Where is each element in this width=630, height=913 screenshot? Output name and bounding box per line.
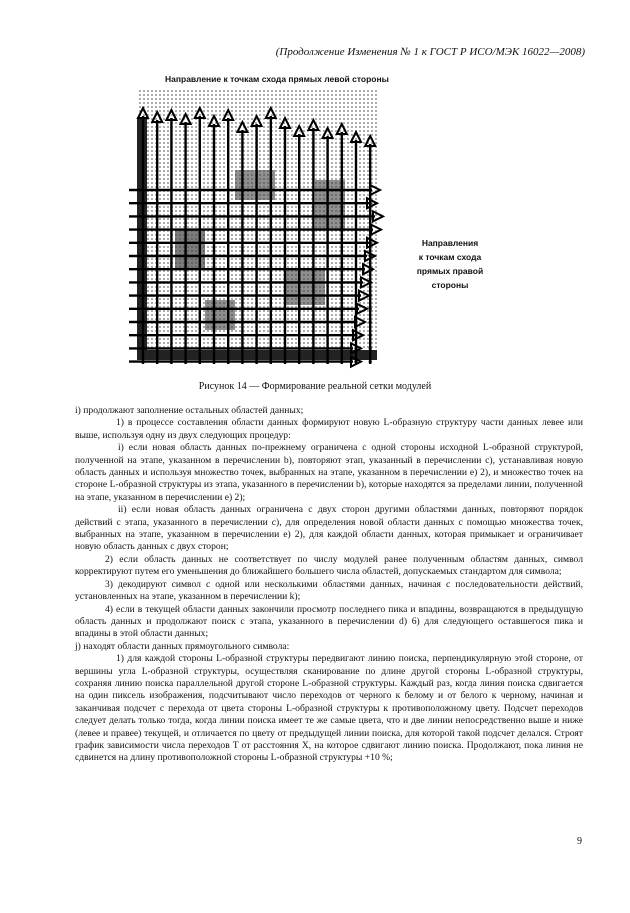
label-right-line: Направления — [421, 238, 479, 248]
grid-dot — [156, 360, 159, 363]
grid-dot — [156, 228, 159, 231]
grid-dot — [198, 202, 201, 205]
grid-dot — [241, 360, 244, 363]
module-grid-figure — [115, 70, 525, 370]
grid-dot — [227, 254, 230, 257]
grid-dot — [156, 294, 159, 297]
grid-dot — [269, 281, 272, 284]
grid-dot — [269, 360, 272, 363]
grid-dot — [170, 202, 173, 205]
grid-dot — [283, 347, 286, 350]
figure-label-right — [410, 236, 490, 292]
grid-dot — [170, 307, 173, 310]
grid-dot — [141, 241, 144, 244]
grid-dot — [269, 347, 272, 350]
grid-dot — [184, 294, 187, 297]
grid-dot — [227, 307, 230, 310]
grid-dot — [340, 228, 343, 231]
grid-dot — [369, 241, 372, 244]
grid-dot — [184, 188, 187, 191]
grid-dot — [170, 228, 173, 231]
grid-dot — [198, 347, 201, 350]
paragraph: ii) если новая область данных ограничена с двух сторон другими областями данных, повторяют порядок действий с этапа, указанного в перечислении с), для определения новой области данных с помощью множества точек, выбранных на этапе, указанном в перечислении e) 2), для каждой области данных, которая примыкает и ограничивает новую область данных с двух сторон; — [75, 504, 583, 553]
label-right-line: стороны — [431, 280, 469, 290]
grid-dot — [369, 268, 372, 271]
grid-dot — [184, 228, 187, 231]
grid-dot — [340, 268, 343, 271]
grid-dot — [241, 347, 244, 350]
grid-dot — [156, 334, 159, 337]
grid-dot — [369, 320, 372, 323]
grid-dot — [326, 281, 329, 284]
grid-dot — [255, 215, 258, 218]
figure-label-top: Направление к точкам схода прямых левой стороны — [165, 74, 389, 84]
grid-dot — [255, 268, 258, 271]
grid-dot — [326, 307, 329, 310]
grid-dot — [326, 202, 329, 205]
grid-dot — [298, 294, 301, 297]
grid-dot — [198, 241, 201, 244]
grid-dot — [340, 188, 343, 191]
paragraph: j) находят области данных прямоугольного символа: — [75, 640, 290, 652]
grid-dot — [298, 334, 301, 337]
grid-dot — [369, 347, 372, 350]
grid-dot — [326, 228, 329, 231]
grid-dot — [156, 281, 159, 284]
grid-dot — [269, 320, 272, 323]
grid-dot — [198, 334, 201, 337]
grid-dot — [354, 307, 357, 310]
grid-dot — [141, 228, 144, 231]
grid-dot — [312, 307, 315, 310]
paragraph: 1) для каждой стороны L-образной структуры передвигают линию поиска, перпендикулярную этой стороне, от вершины угла L-образной структуры, осуществляя сканирование по длине другой стороны L-образной структуры, сохраняя линию поиска параллельной другой стороне L-образной структуры. Каждый раз, когда линия поиска сдвигается на один пиксель изображения, подсчитывают число переходов от черного к белому и от белого к черному, начиная и заканчивая подсчет с перехода от цвета стороны L-образной структуры к противоположному цвету. Подсчет переходов следует делать только тогда, когда линии поиска имеет те же самые цвета, что и две линии непосредственно выше и ниже (левее и правее) текущей, и отличается по цвету от предыдущей линии поиска, для которой такой подсчет делался. Строят график зависимости числа переходов T от расстояния X, на которое сдвигают линию поиска. Продолжают, пока линия не сдвинется на длину противоположной стороны L-образной структуры +10 %; — [75, 653, 583, 764]
grid-dot — [269, 202, 272, 205]
grid-dot — [269, 188, 272, 191]
grid-dot — [227, 228, 230, 231]
grid-dot — [269, 241, 272, 244]
grid-dot — [227, 360, 230, 363]
grid-dot — [198, 254, 201, 257]
grid-dot — [141, 347, 144, 350]
grid-dot — [354, 320, 357, 323]
grid-dot — [212, 334, 215, 337]
grid-dot — [156, 307, 159, 310]
grid-dot — [340, 307, 343, 310]
grid-dot — [340, 334, 343, 337]
grid-dot — [170, 268, 173, 271]
grid-dot — [283, 334, 286, 337]
grid-dot — [212, 188, 215, 191]
grid-dot — [241, 228, 244, 231]
grid-dot — [141, 215, 144, 218]
grid-dot — [354, 188, 357, 191]
grid-dot — [298, 307, 301, 310]
grid-dot — [326, 188, 329, 191]
grid-dot — [312, 215, 315, 218]
grid-dot — [369, 202, 372, 205]
grid-dot — [354, 347, 357, 350]
grid-dot — [326, 334, 329, 337]
grid-dot — [298, 268, 301, 271]
grid-dot — [283, 360, 286, 363]
grid-dot — [255, 307, 258, 310]
grid-dot — [354, 228, 357, 231]
grid-dot — [312, 334, 315, 337]
grid-dot — [326, 347, 329, 350]
grid-dot — [312, 360, 315, 363]
grid-dot — [283, 215, 286, 218]
grid-dot — [326, 320, 329, 323]
grid-dot — [170, 254, 173, 257]
grid-dot — [170, 320, 173, 323]
grid-dot — [184, 241, 187, 244]
paragraph: 1) в процессе составления области данных формируют новую L-образную структуру части данных левее или выше, используя одну из двух следующих процедур: — [75, 417, 583, 441]
grid-dot — [212, 254, 215, 257]
grid-dot — [227, 347, 230, 350]
grid-dot — [227, 281, 230, 284]
grid-dot — [255, 347, 258, 350]
grid-dot — [340, 254, 343, 257]
paragraph: 4) если в текущей области данных закончили просмотр последнего пика и впадины, возвращаются в предыдущую область данных и продолжают поиск с этапа, указанного в перечислении d) 6) для следующего оставшегося пика и впадины в этой области данных; — [75, 603, 583, 640]
paragraph: 3) декодируют символ с одной или несколькими областями данных, начиная с последовательности действий, установленных на этапе, указанном в перечислении k); — [75, 578, 583, 603]
grid-dot — [212, 347, 215, 350]
paragraph: i) если новая область данных по-прежнему ограничена с одной стороны исходной L-образной структурой, полученной на этапе, указанном в перечислении b), повторяют этап, указанный в перечислении с), устанавливая новую область данных и используя множество точек, выбранных на этапе, указанном в перечислении e) 2), и множество точек на стороне L-образной структуры из этапа, указанного в перечислении b), которые находятся за пределами линии, полученной на этапе, указанном в перечислении e) 2); — [75, 442, 583, 503]
grid-dot — [354, 360, 357, 363]
grid-dot — [170, 188, 173, 191]
grid-dot — [369, 281, 372, 284]
grid-dot — [156, 188, 159, 191]
grid-dot — [283, 254, 286, 257]
grid-dot — [312, 281, 315, 284]
grid-dot — [354, 268, 357, 271]
grid-dot — [312, 268, 315, 271]
grid-dot — [141, 294, 144, 297]
grid-dot — [283, 188, 286, 191]
grid-dot — [184, 268, 187, 271]
grid-dot — [283, 202, 286, 205]
grid-dot — [283, 294, 286, 297]
grid-dot — [298, 228, 301, 231]
grid-dot — [255, 334, 258, 337]
grid-dot — [184, 202, 187, 205]
grid-dot — [255, 294, 258, 297]
grid-dot — [212, 202, 215, 205]
grid-dot — [198, 281, 201, 284]
grid-dot — [354, 215, 357, 218]
grid-dot — [241, 254, 244, 257]
grid-dot — [227, 320, 230, 323]
paragraph: 2) если область данных не соответствует по числу модулей ранее полученным областям данных, символ корректируют путем его уменьшения до ближайшего большего числа областей, допускаемых стандартом для символа; — [75, 553, 583, 578]
grid-dot — [269, 215, 272, 218]
grid-dot — [141, 188, 144, 191]
grid-dot — [227, 202, 230, 205]
grid-dot — [312, 347, 315, 350]
grid-dot — [340, 360, 343, 363]
grid-dot — [198, 215, 201, 218]
grid-dot — [170, 347, 173, 350]
grid-dot — [326, 360, 329, 363]
grid-dot — [340, 281, 343, 284]
grid-dot — [312, 202, 315, 205]
grid-dot — [283, 281, 286, 284]
grid-dot — [184, 215, 187, 218]
grid-dot — [312, 254, 315, 257]
grid-dot — [156, 320, 159, 323]
paragraph: i) продолжают заполнение остальных областей данных; — [75, 405, 304, 416]
grid-dot — [141, 334, 144, 337]
grid-dot — [269, 228, 272, 231]
grid-dot — [326, 215, 329, 218]
page-number: 9 — [577, 836, 582, 847]
grid-dot — [340, 202, 343, 205]
grid-dot — [184, 254, 187, 257]
grid-dot — [170, 241, 173, 244]
grid-dot — [312, 294, 315, 297]
grid-dot — [198, 307, 201, 310]
grid-dot — [141, 281, 144, 284]
grid-dot — [227, 188, 230, 191]
grid-dot — [198, 360, 201, 363]
grid-dot — [255, 241, 258, 244]
grid-dot — [298, 360, 301, 363]
grid-dot — [298, 281, 301, 284]
grid-dot — [369, 334, 372, 337]
grid-dot — [298, 215, 301, 218]
grid-dot — [269, 268, 272, 271]
grid-dot — [198, 294, 201, 297]
grid-dot — [170, 281, 173, 284]
body-text — [75, 405, 583, 765]
grid-dot — [369, 307, 372, 310]
grid-dot — [255, 281, 258, 284]
label-right-line: к точкам схода — [418, 252, 482, 262]
grid-dot — [184, 360, 187, 363]
grid-dot — [212, 268, 215, 271]
grid-dot — [184, 281, 187, 284]
grid-dot — [212, 307, 215, 310]
grid-dot — [312, 320, 315, 323]
grid-dot — [156, 347, 159, 350]
grid-dot — [184, 320, 187, 323]
grid-dot — [255, 202, 258, 205]
label-right-line: прямых правой — [416, 266, 484, 276]
grid-dot — [156, 268, 159, 271]
grid-dot — [369, 360, 372, 363]
grid-dot — [170, 360, 173, 363]
grid-dot — [298, 347, 301, 350]
grid-dot — [141, 307, 144, 310]
figure-caption: Рисунок 14 — Формирование реальной сетки модулей — [198, 381, 432, 392]
grid-dot — [283, 241, 286, 244]
grid-dot — [141, 254, 144, 257]
grid-dot — [241, 281, 244, 284]
grid-dot — [340, 320, 343, 323]
grid-dot — [212, 215, 215, 218]
grid-dot — [141, 360, 144, 363]
grid-dot — [326, 268, 329, 271]
grid-dot — [340, 294, 343, 297]
grid-dot — [326, 294, 329, 297]
grid-dot — [198, 228, 201, 231]
grid-dot — [198, 268, 201, 271]
grid-dot — [298, 254, 301, 257]
grid-dot — [340, 215, 343, 218]
grid-dot — [298, 241, 301, 244]
grid-dot — [241, 188, 244, 191]
grid-dot — [283, 268, 286, 271]
grid-dot — [269, 294, 272, 297]
grid-dot — [255, 320, 258, 323]
grid-dot — [241, 320, 244, 323]
grid-dot — [241, 268, 244, 271]
grid-dot — [340, 241, 343, 244]
grid-dot — [298, 202, 301, 205]
grid-dot — [141, 268, 144, 271]
grid-dot — [241, 215, 244, 218]
grid-dot — [241, 241, 244, 244]
grid-dot — [227, 241, 230, 244]
grid-dot — [255, 228, 258, 231]
grid-dot — [241, 202, 244, 205]
grid-dot — [255, 360, 258, 363]
grid-dot — [241, 334, 244, 337]
grid-dot — [156, 241, 159, 244]
grid-dot — [198, 188, 201, 191]
grid-dot — [212, 228, 215, 231]
grid-dot — [369, 294, 372, 297]
grid-dot — [212, 294, 215, 297]
grid-dot — [241, 307, 244, 310]
grid-dot — [241, 294, 244, 297]
grid-dot — [298, 320, 301, 323]
grid-dot — [283, 228, 286, 231]
grid-dot — [354, 281, 357, 284]
grid-dot — [354, 334, 357, 337]
grid-dot — [170, 215, 173, 218]
grid-dot — [283, 320, 286, 323]
grid-dot — [212, 360, 215, 363]
grid-dot — [184, 334, 187, 337]
grid-dot — [354, 241, 357, 244]
grid-dot — [354, 202, 357, 205]
grid-dot — [156, 215, 159, 218]
grid-dot — [255, 188, 258, 191]
grid-dot — [354, 254, 357, 257]
grid-dot — [369, 254, 372, 257]
grid-dot — [269, 307, 272, 310]
grid-dot — [227, 268, 230, 271]
grid-dot — [255, 254, 258, 257]
grid-dot — [212, 320, 215, 323]
grid-dot — [283, 307, 286, 310]
grid-dot — [227, 215, 230, 218]
grid-dot — [156, 254, 159, 257]
page-header: (Продолжение Изменения № 1 к ГОСТ Р ИСО/МЭК 16022—2008) — [275, 46, 585, 58]
grid-dot — [269, 254, 272, 257]
grid-dot — [184, 307, 187, 310]
grid-dot — [227, 294, 230, 297]
grid-dot — [369, 215, 372, 218]
grid-dot — [212, 281, 215, 284]
grid-dot — [369, 188, 372, 191]
grid-dot — [156, 202, 159, 205]
grid-dot — [184, 347, 187, 350]
grid-dot — [141, 320, 144, 323]
grid-dot — [170, 294, 173, 297]
grid-dot — [312, 228, 315, 231]
grid-dot — [369, 228, 372, 231]
grid-dot — [298, 188, 301, 191]
grid-dot — [326, 254, 329, 257]
grid-dot — [326, 241, 329, 244]
grid-dot — [312, 241, 315, 244]
grid-dot — [340, 347, 343, 350]
grid-dot — [227, 334, 230, 337]
grid-dot — [141, 202, 144, 205]
grid-dot — [170, 334, 173, 337]
grid-dot — [354, 294, 357, 297]
grid-dot — [269, 334, 272, 337]
grid-dot — [212, 241, 215, 244]
grid-dot — [312, 188, 315, 191]
grid-dot — [198, 320, 201, 323]
